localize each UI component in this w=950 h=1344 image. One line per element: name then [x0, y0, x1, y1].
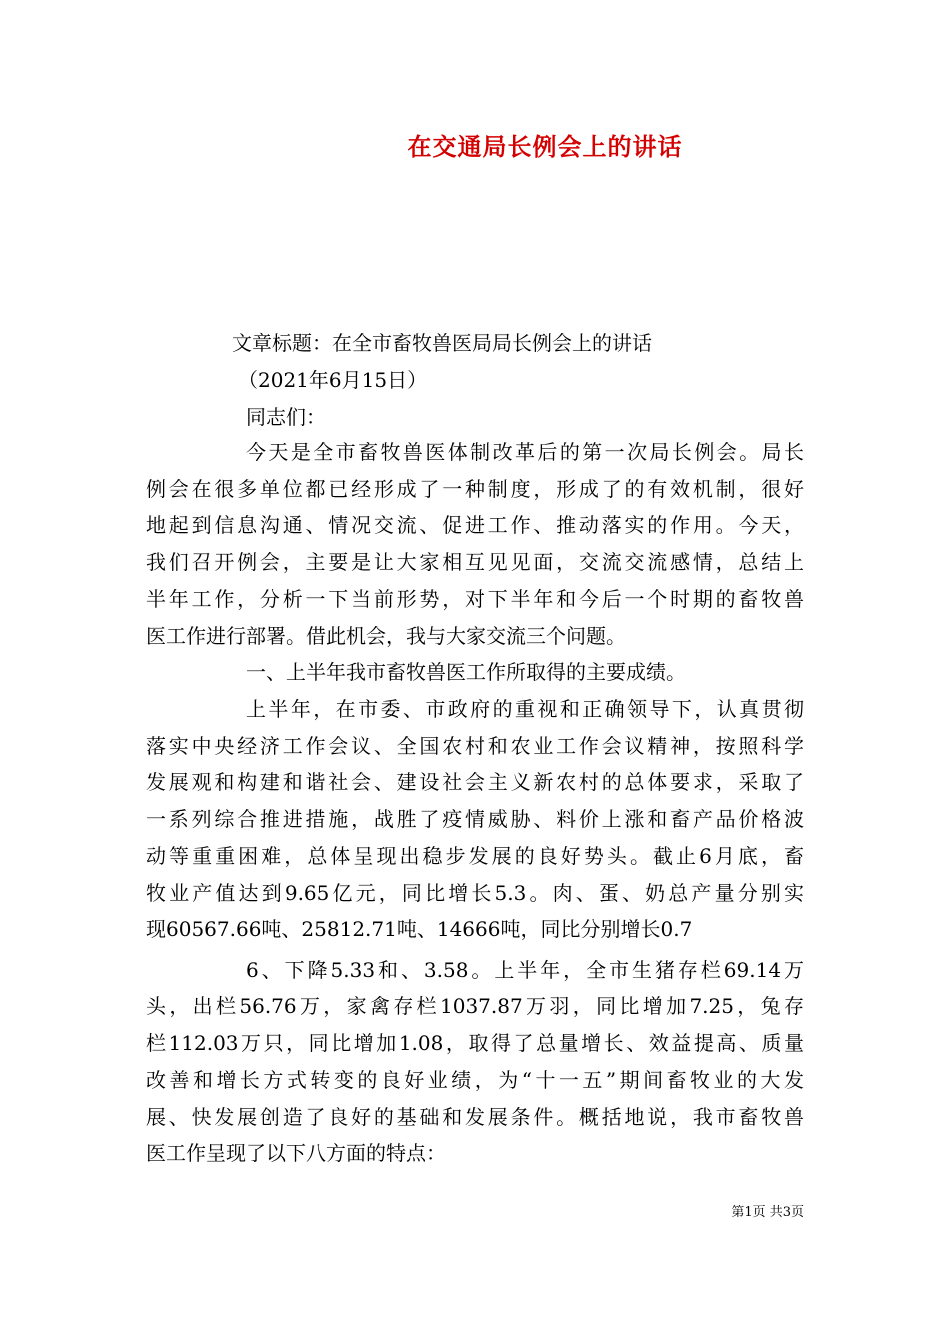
paragraph3-line: 头，出栏56.76万，家禽存栏1037.87万羽，同比增加7.25，兔存: [146, 994, 804, 1018]
paragraph2-line: 落实中央经济工作会议、全国农村和农业工作会议精神，按照科学: [146, 734, 804, 758]
paragraph2-line: 现60567.66吨、25812.71吨、14666吨，同比分别增长0.7: [146, 917, 693, 941]
salutation: 同志们：: [246, 405, 326, 429]
paragraph3-line: 展、快发展创造了良好的基础和发展条件。概括地说，我市畜牧兽: [146, 1105, 804, 1129]
paragraph1-line: 医工作进行部署。借此机会，我与大家交流三个问题。: [146, 624, 626, 648]
paragraph1-line: 半年工作，分析一下当前形势，对下半年和今后一个时期的畜牧兽: [146, 587, 804, 611]
paragraph2-line: 发展观和构建和谐社会、建设社会主义新农村的总体要求，采取了: [146, 770, 804, 794]
paragraph3-line: 6、下降5.33和、3.58。上半年，全市生猪存栏69.14万: [246, 958, 804, 982]
document-title: 在交通局长例会上的讲话: [407, 133, 683, 161]
article-title-label: 文章标题：在全市畜牧兽医局局长例会上的讲话: [232, 331, 652, 355]
speech-date: （2021年6月15日）: [238, 368, 428, 392]
paragraph1-line: 我们召开例会，主要是让大家相互见见面，交流交流感情，总结上: [146, 550, 804, 574]
paragraph2-line: 上半年，在市委、市政府的重视和正确领导下，认真贯彻: [246, 697, 804, 721]
paragraph3-line: 改善和增长方式转变的良好业绩，为“十一五”期间畜牧业的大发: [146, 1068, 804, 1092]
paragraph3-line: 医工作呈现了以下八方面的特点：: [146, 1141, 446, 1165]
section1-heading: 一、上半年我市畜牧兽医工作所取得的主要成绩。: [246, 660, 686, 684]
paragraph3-line: 栏112.03万只，同比增加1.08，取得了总量增长、效益提高、质量: [146, 1031, 804, 1055]
paragraph1-line: 例会在很多单位都已经形成了一种制度，形成了的有效机制，很好: [146, 477, 804, 501]
paragraph2-line: 牧业产值达到9.65亿元，同比增长5.3。肉、蛋、奶总产量分别实: [146, 881, 804, 905]
page-number-footer: 第1页 共3页: [731, 1205, 804, 1220]
paragraph1-line: 地起到信息沟通、情况交流、促进工作、推动落实的作用。今天，: [146, 513, 804, 537]
paragraph2-line: 一系列综合推进措施，战胜了疫情威胁、料价上涨和畜产品价格波: [146, 807, 804, 831]
paragraph2-line: 动等重重困难，总体呈现出稳步发展的良好势头。截止6月底，畜: [146, 844, 804, 868]
paragraph1-line: 今天是全市畜牧兽医体制改革后的第一次局长例会。局长: [246, 440, 804, 464]
